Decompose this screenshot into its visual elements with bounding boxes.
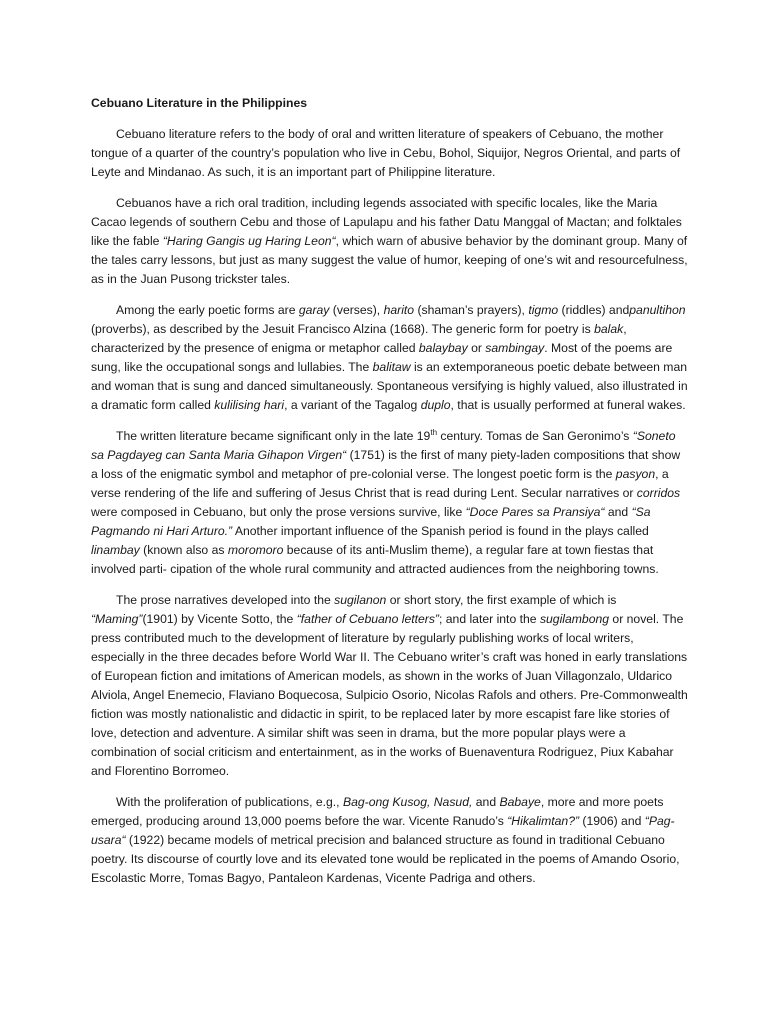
- italic-text: “Hikalimtan?”: [507, 814, 580, 828]
- text-run: is an extemporaneous poetic debate between man and woman that is sung and danced simultaneously. Spontaneous versifying is highly valued, also illustrated in a dramatic form called: [91, 360, 688, 412]
- body-paragraph: [91, 591, 688, 781]
- italic-text: sugilambong: [539, 612, 610, 626]
- text-run: and: [604, 505, 632, 519]
- body-paragraph: [91, 194, 688, 289]
- document-title: Cebuano Literature in the Philippines: [91, 96, 308, 110]
- text-run: (1906) and: [579, 814, 645, 828]
- text-run: (known also as: [139, 543, 228, 557]
- text-run: were composed in Cebuano, but only the prose versions survive, like: [91, 505, 466, 519]
- italic-text: “Maming”: [91, 612, 143, 626]
- text-run: The prose narratives developed into the: [116, 593, 335, 607]
- italic-text: pasyon: [615, 467, 656, 481]
- text-run: (1901) by Vicente Sotto, the: [142, 612, 297, 626]
- italic-text: balaybay: [418, 341, 468, 355]
- text-run: because of its anti-Muslim theme), a regular fare at town fiestas that involved parti- cipation of the whole rural community and attracted audiences from the neighboring towns.: [91, 543, 659, 576]
- italic-text: balitaw: [372, 360, 411, 374]
- italic-text: “Pag-usara“: [91, 814, 675, 847]
- text-run: Among the early poetic forms are: [116, 303, 299, 317]
- text-run: , more and more poets emerged, producing around 13,000 poems before the war. Vicente Ranudo’s: [91, 795, 664, 828]
- text-run: With the proliferation of publications, e.g.,: [116, 795, 343, 809]
- text-run: Cebuanos have a rich oral tradition, including legends associated with specific locales, like the Maria Cacao legends of southern Cebu and those of Lapulapu and his father Datu Manggal of Mactan; and folktales like the fable: [91, 196, 682, 248]
- italic-text: garay: [298, 303, 330, 317]
- text-run: or: [467, 341, 486, 355]
- italic-text: kulilising hari: [214, 398, 285, 412]
- text-run: , which warn of abusive behavior by the dominant group. Many of the tales carry lessons, but just as many suggest the value of humor, keeping of one’s wit and resourcefulness, as in the Juan Pusong trickster tales.: [91, 234, 688, 286]
- body-paragraph: [91, 793, 688, 888]
- italic-text: Babaye: [499, 795, 541, 809]
- text-run: or short story, the first example of which is: [386, 593, 617, 607]
- italic-text: “Haring Gangis ug Haring Leon“: [162, 234, 336, 248]
- italic-text: “father of Cebuano letters”: [296, 612, 439, 626]
- italic-text: sambingay: [485, 341, 545, 355]
- body-paragraph: [91, 301, 688, 415]
- italic-text: tigmo: [528, 303, 559, 317]
- italic-text: balak: [594, 322, 624, 336]
- italic-text: Bag-ong Kusog, Nasud,: [342, 795, 473, 809]
- italic-text: “Sa Pagmando ni Hari Arturo.”: [91, 505, 651, 538]
- text-run: , that is usually performed at funeral wakes.: [450, 398, 686, 412]
- text-run: The written literature became significant only in the late 19: [116, 429, 431, 443]
- text-run: Cebuano literature refers to the body of oral and written literature of speakers of Cebuano, the mother tongue of a quarter of the country’s population who live in Cebu, Bohol, Siquijor, Negros Oriental, and parts of Leyte and Mindanao. As such, it is an important part of Philippine literature.: [91, 127, 681, 179]
- italic-text: panultihon: [629, 303, 686, 317]
- text-run: (1751) is the first of many piety-laden compositions that show a loss of the enigmatic symbol and metaphor of pre-colonial verse. The longest poetic form is the: [91, 448, 681, 481]
- italic-text: duplo: [420, 398, 451, 412]
- text-run: (1922) became models of metrical precision and balanced structure as found in traditional Cebuano poetry. Its discourse of courtly love and its elevated tone would be replicated in the poems of Amando Osorio, Escolastic Morre, Tomas Bagyo, Pantaleon Kardenas, Vicente Padriga and others.: [91, 833, 680, 885]
- text-run: (riddles) and: [558, 303, 630, 317]
- text-run: , a verse rendering of the life and suffering of Jesus Christ that is read during Lent. Secular narratives or: [91, 467, 669, 500]
- text-run: century. Tomas de San Geronimo’s: [437, 429, 633, 443]
- text-run: ; and later into the: [438, 612, 540, 626]
- text-run: , a variant of the Tagalog: [284, 398, 421, 412]
- text-run: or novel. The press contributed much to the development of literature by regularly publishing works of local writers, especially in the three decades before World War II. The Cebuano writer’s craft was honed in early translations of European fiction and imitations of American models, as shown in the works of Juan Villagonzalo, Uldarico Alviola, Angel Enemecio, Flaviano Boquecosa, Sulpicio Osorio, Nicolas Rafols and others. Pre-Commonwealth fiction was mostly nationalistic and didactic in spirit, to be replaced later by more escapist fare like stories of love, detection and adventure. A similar shift was seen in drama, but the more popular plays were a combination of social criticism and entertainment, as in the works of Buenaventura Rodriguez, Piux Kabahar and Florentino Borromeo.: [91, 612, 688, 778]
- body-paragraph: [91, 427, 688, 579]
- text-run: , characterized by the presence of enigma or metaphor called: [91, 322, 627, 355]
- text-run: (shaman’s prayers),: [414, 303, 529, 317]
- italic-text: harito: [383, 303, 415, 317]
- superscript-text: th: [430, 427, 438, 437]
- body-paragraph: [91, 125, 688, 182]
- italic-text: moromoro: [227, 543, 284, 557]
- italic-text: “Soneto sa Pagdayeg can Santa Maria Gihapon Virgen“: [91, 429, 676, 462]
- text-run: (verses),: [329, 303, 384, 317]
- text-run: (proverbs), as described by the Jesuit Francisco Alzina (1668). The generic form for poetry is: [91, 322, 595, 336]
- text-run: and: [472, 795, 500, 809]
- italic-text: “Doce Pares sa Pransiya“: [465, 505, 605, 519]
- italic-text: corridos: [636, 486, 681, 500]
- italic-text: sugilanon: [334, 593, 387, 607]
- text-run: . Most of the poems are sung, like the occupational songs and lullabies. The: [91, 341, 673, 374]
- document-body: [91, 125, 688, 888]
- italic-text: linambay: [91, 543, 140, 557]
- text-run: Another important influence of the Spanish period is found in the plays called: [232, 524, 649, 538]
